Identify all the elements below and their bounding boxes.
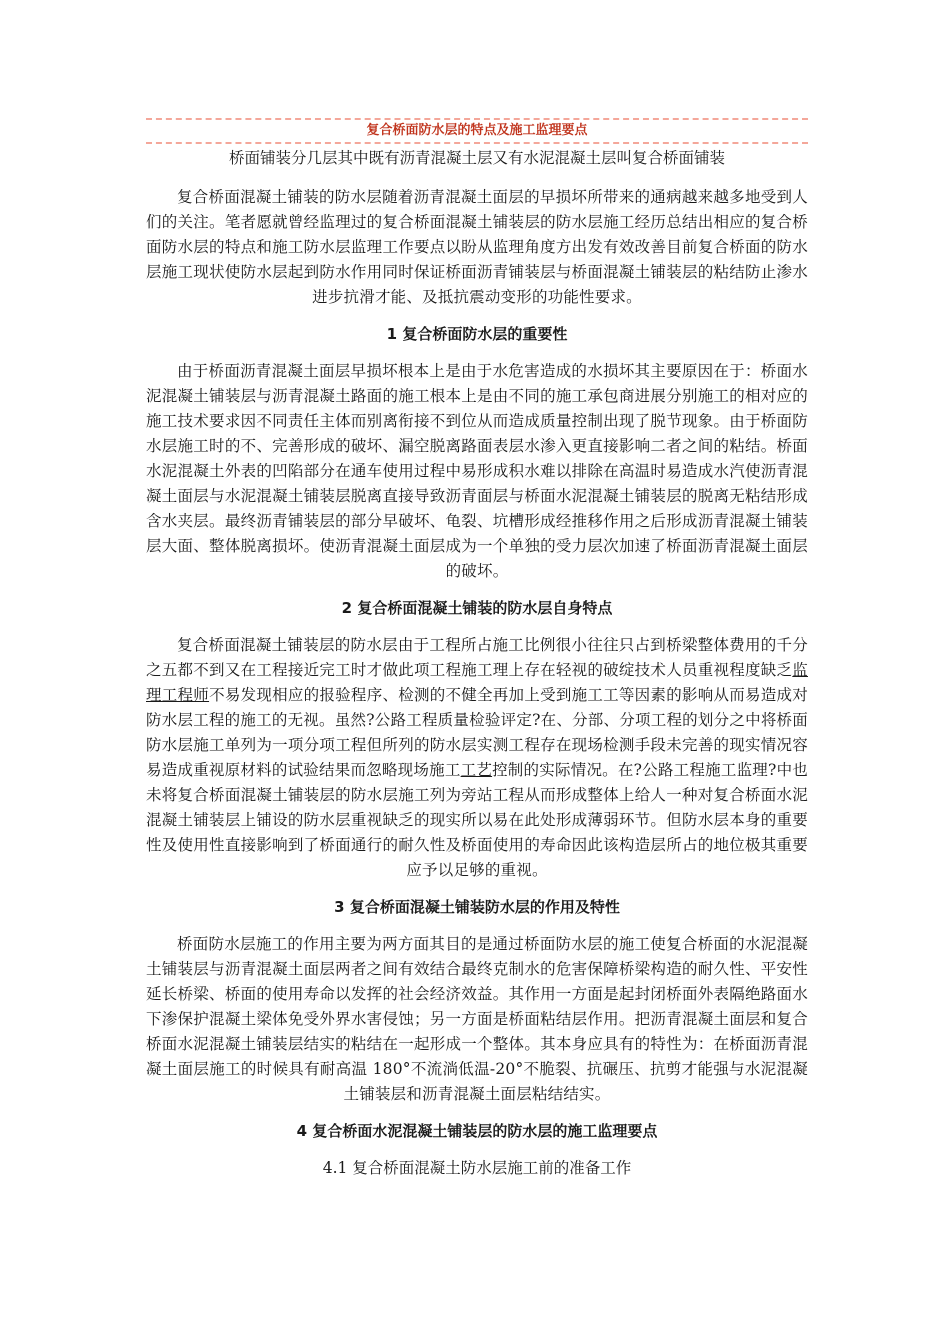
section-4-1-heading: 4.1 复合桥面混凝土防水层施工前的准备工作 bbox=[322, 1159, 632, 1177]
section-1-paragraph: 由于桥面沥青混凝土面层早损坏根本上是由于水危害造成的水损坏其主要原因在于：桥面水泥混凝土铺装层与沥青混凝土路面的施工根本上是由不同的施工承包商进展分别施工的相对应的施工技术要求因不同责任主体而别离衔接不到位从而造成质量控制出现了脱节现象。由于桥面防水层施工时的不、完善形成的破坏、漏空脱离路面表层水渗入更直接影响二者之间的粘结。桥面水泥混凝土外表的凹陷部分在通车使用过程中易形成积水难以排除在高温时易造成水汽使沥青混凝土面层与水泥混凝土铺装层脱离直接导致沥青面层与桥面水泥混凝土铺装层的脱离无粘结形成含水夹层。最终沥青铺装层的部分早破坏、龟裂、坑槽形成经推移作用之后形成沥青混凝土铺装层大面、整体脱离损坏。使沥青混凝土面层成为一个单独的受力层次加速了桥面沥青混凝土面层的破坏。 bbox=[146, 362, 808, 580]
section-2-text-b: 不易发现相应的报验程序、检测的不健全再加上受到施工工等因素的影响从而易造成对防水层工程的施工的无视。虽然?公路工程质量检验评定?在、分部、分项工程的划分之中将桥面防水层施工单列为一项分项工程但所列的防水层实测工程存在现场检测手段未完善的现实情况容易造成重视原材料的试验结果而忽略现场施工 bbox=[146, 686, 808, 779]
section-3-paragraph: 桥面防水层施工的作用主要为两方面其目的是通过桥面防水层的施工使复合桥面的水泥混凝土铺装层与沥青混凝土面层两者之间有效结合最终克制水的危害保障桥梁构造的耐久性、平安性延长桥梁、桥面的使用寿命以发挥的社会经济效益。其作用一方面是起封闭桥面外表隔绝路面水下渗保护混凝土梁体免受外界水害侵蚀；另一方面是桥面粘结层作用。把沥青混凝土面层和复合桥面水泥混凝土铺装层结实的粘结在一起形成一个整体。其本身应具有的特性为：在桥面沥青混凝土面层施工的时候具有耐高温 180°不流淌低温-20°不脆裂、抗碾压、抗剪才能强与水泥混凝土铺装层和沥青混凝土面层粘结结实。 bbox=[146, 935, 808, 1103]
section-2-heading: 2 复合桥面混凝土铺装的防水层自身特点 bbox=[341, 599, 613, 617]
section-2-text-a: 复合桥面混凝土铺装层的防水层由于工程所占施工比例很小往往只占到桥梁整体费用的千分之五都不到又在工程接近完工时才做此项工程施工理上存在轻视的破绽技术人员重视程度缺乏 bbox=[146, 636, 808, 679]
section-2-paragraph bbox=[146, 633, 808, 883]
process-link[interactable]: 工艺 bbox=[460, 761, 493, 779]
subtitle: 桥面铺装分几层其中既有沥青混凝土层又有水泥混凝土层叫复合桥面铺装 bbox=[228, 149, 725, 167]
section-3-heading: 3 复合桥面混凝土铺装防水层的作用及特性 bbox=[334, 898, 620, 916]
intro-paragraph: 复合桥面混凝土铺装的防水层随着沥青混凝土面层的早损坏所带来的通病越来越多地受到人们的关注。笔者愿就曾经监理过的复合桥面混凝土铺装层的防水层施工经历总结出相应的复合桥面防水层的特点和施工防水层监理工作要点以盼从监理角度方出发有效改善目前复合桥面的防水层施工现状使防水层起到防水作用同时保证桥面沥青铺装层与桥面混凝土铺装层的粘结防止渗水进步抗滑才能、及抵抗震动变形的功能性要求。 bbox=[146, 188, 808, 306]
page-title: 复合桥面防水层的特点及施工监理要点 bbox=[366, 123, 588, 138]
title-bottom-divider bbox=[146, 142, 808, 144]
section-4-heading: 4 复合桥面水泥混凝土铺装层的防水层的施工监理要点 bbox=[296, 1122, 658, 1140]
section-1-heading: 1 复合桥面防水层的重要性 bbox=[386, 325, 568, 343]
section-2-text-c: 控制的实际情况。在?公路工程施工监理?中也未将复合桥面混凝土铺装层的防水层施工列为旁站工程从而形成整体上给人一种对复合桥面水泥混凝土铺装层上铺设的防水层重视缺乏的现实所以易在此处形成薄弱环节。但防水层本身的重要性及使用性直接影响到了桥面通行的耐久性及桥面使用的寿命因此该构造层所占的地位极其重要应予以足够的重视。 bbox=[146, 761, 808, 879]
document-page bbox=[146, 118, 808, 1181]
supervising-engineer-link[interactable]: 监理工程师 bbox=[146, 661, 808, 704]
